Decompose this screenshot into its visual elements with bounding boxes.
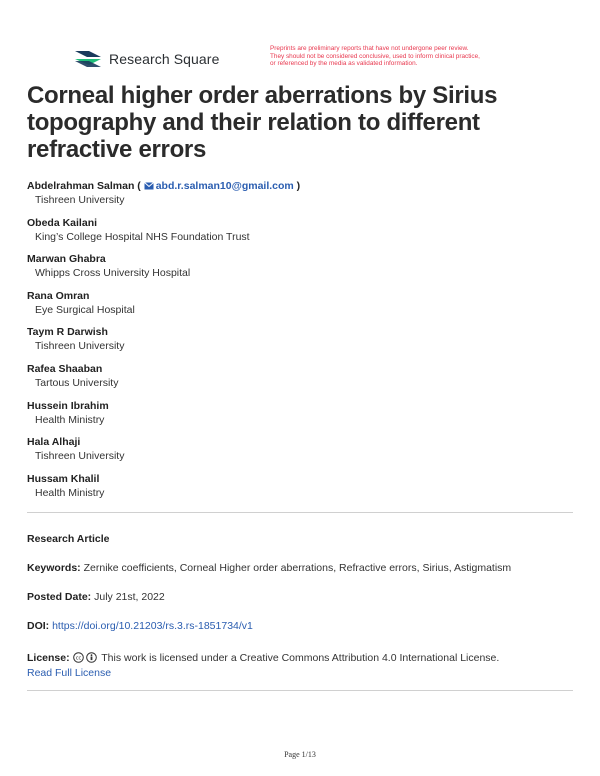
- research-square-logo[interactable]: [74, 48, 219, 70]
- author-name: Abdelrahman Salman: [27, 180, 135, 192]
- author-name: Hala Alhaji: [27, 436, 81, 449]
- author-affiliation: Tishreen University: [35, 450, 125, 463]
- author-entry: [27, 253, 567, 290]
- author-email-link[interactable]: [144, 180, 294, 192]
- author-name: Taym R Darwish: [27, 326, 108, 339]
- author-affiliation: King’s College Hospital NHS Foundation Trust: [35, 230, 250, 243]
- article-type-label: Research Article: [27, 533, 110, 545]
- divider: [27, 512, 573, 513]
- author-affiliation: Whipps Cross University Hospital: [35, 267, 191, 280]
- license: [27, 651, 573, 681]
- preprint-disclaimer: [270, 45, 550, 68]
- author-name: Rana Omran: [27, 289, 90, 302]
- license-text: This work is licensed under a Creative Commons Attribution 4.0 International License.: [101, 652, 500, 664]
- posted-date-label: Posted Date:: [27, 591, 92, 603]
- doi-label: DOI:: [27, 620, 50, 632]
- doi: [27, 619, 573, 634]
- keywords-label: Keywords:: [27, 562, 81, 574]
- author-email: abd.r.salman10@gmail.com: [155, 180, 294, 192]
- author-affiliation: Eye Surgical Hospital: [35, 303, 135, 316]
- author-affiliation: Tartous University: [35, 376, 119, 389]
- author-entry: [27, 473, 567, 510]
- posted-date-value: July 21st, 2022: [94, 591, 165, 603]
- author-entry: [27, 326, 567, 363]
- creative-commons-icon: [73, 652, 99, 663]
- author-name: Rafea Shaaban: [27, 362, 103, 375]
- disclaimer-line: They should not be considered conclusive, used to inform clinical practice,: [270, 52, 480, 60]
- author-affiliation: Tishreen University: [35, 194, 125, 206]
- author-name: Marwan Ghabra: [27, 253, 106, 266]
- paper-title: Corneal higher order aberrations by Sirius topography and their relation to different refractive errors: [27, 82, 498, 163]
- author-affiliation: Health Ministry: [35, 413, 105, 426]
- license-label: License:: [27, 652, 70, 664]
- brand-name: Research Square: [109, 51, 220, 67]
- keywords: [27, 561, 573, 576]
- disclaimer-line: or referenced by the media as validated information.: [270, 60, 418, 68]
- keywords-value: Zernike coefficients, Corneal Higher order aberrations, Refractive errors, Sirius, Astigmatism: [83, 562, 512, 574]
- divider: [27, 690, 573, 691]
- author-name: Hussam Khalil: [27, 472, 100, 485]
- author-entry: [27, 436, 567, 473]
- author-entry: [27, 217, 567, 254]
- author-affiliation: Tishreen University: [35, 340, 125, 353]
- research-square-logo-icon: [74, 48, 102, 70]
- doi-link[interactable]: https://doi.org/10.21203/rs.3.rs-1851734/v1: [52, 620, 253, 632]
- author-name: Hussein Ibrahim: [27, 399, 109, 412]
- disclaimer-line: Preprints are preliminary reports that have not undergone peer review.: [270, 45, 469, 52]
- article-type: [27, 532, 573, 547]
- author-name: Obeda Kailani: [27, 216, 98, 229]
- author-affiliation: Health Ministry: [35, 486, 105, 499]
- author-entry: Abdelrahman Salman ( abd.r.salman10@gmail.com ) Tishreen University: [27, 180, 567, 217]
- svg-text:cc: cc: [75, 655, 81, 662]
- author-entry: [27, 400, 567, 437]
- posted-date: [27, 590, 573, 605]
- author-entry: [27, 363, 567, 400]
- author-entry: [27, 290, 567, 327]
- author-list: [27, 180, 567, 509]
- read-full-license-link[interactable]: Read Full License: [27, 667, 112, 679]
- envelope-icon: [144, 182, 154, 190]
- page-number: Page 1/13: [284, 750, 316, 759]
